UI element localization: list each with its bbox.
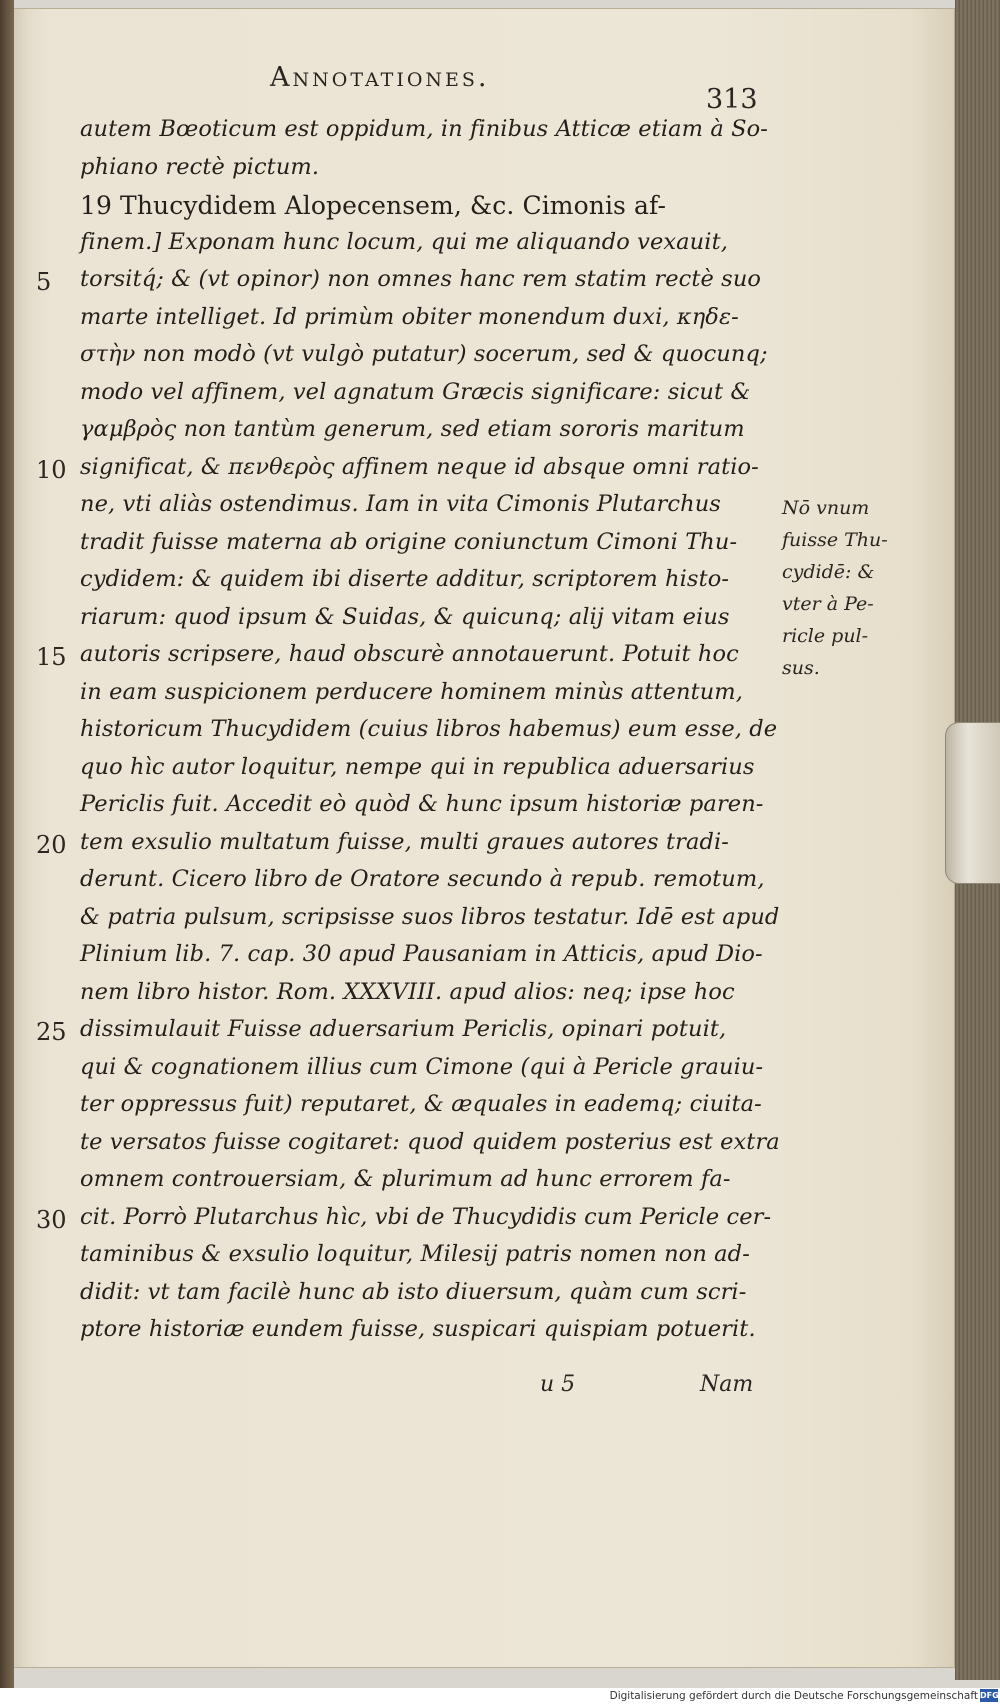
margin-note-line: sus. <box>782 657 820 679</box>
text-line: ter oppressus fuit) reputaret, & æquales in eademq; ciuita- <box>80 1091 762 1117</box>
text-line: autem Bœoticum est oppidum, in finibus Atticæ etiam à So- <box>80 116 768 142</box>
text-line: Periclis fuit. Accedit eò quòd & hunc ipsum historiæ paren- <box>80 791 764 817</box>
book-binding <box>0 0 14 1706</box>
margin-note-line: fuisse Thu- <box>782 529 888 551</box>
line-number: 20 <box>36 830 67 859</box>
footer-credit: Digitalisierung gefördert durch die Deutsche Forschungsgemeinschaft <box>609 1690 978 1702</box>
margin-note-line: vter à Pe- <box>782 593 874 615</box>
signature-mark: u 5 <box>540 1372 576 1397</box>
text-line: ptore historiæ eundem fuisse, suspicari quispiam potuerit. <box>80 1316 756 1342</box>
text-line: ne, vti aliàs ostendimus. Iam in vita Cimonis Plutarchus <box>80 491 721 517</box>
text-line: στὴν non modò (vt vulgò putatur) socerum, sed & quocunq; <box>80 341 768 367</box>
text-line: & patria pulsum, scripsisse suos libros testatur. Idē est apud <box>80 903 780 930</box>
text-line: dissimulauit Fuisse aduersarium Periclis, opinari potuit, <box>80 1016 727 1042</box>
text-line: cydidem: & quidem ibi diserte additur, scriptorem histo- <box>80 566 730 592</box>
text-line: derunt. Cicero libro de Oratore secundo à repub. remotum, <box>80 866 765 892</box>
line-number: 10 <box>36 455 67 484</box>
text-line: torsitq́; & (vt opinor) non omnes hanc rem statim rectè suo <box>80 266 762 292</box>
text-line: tem exsulio multatum fuisse, multi graues autores tradi- <box>80 828 729 855</box>
text-line: 19 Thucydidem Alopecensem, &c. Cimonis af- <box>80 191 667 220</box>
text-line: riarum: quod ipsum & Suidas, & quicunq; alij vitam eius <box>80 603 730 630</box>
line-number: 15 <box>36 643 67 671</box>
margin-note-line: ricle pul- <box>782 625 869 647</box>
text-line: γαμβρὸς non tantùm generum, sed etiam sororis maritum <box>80 416 745 442</box>
text-line: didit: vt tam facilè hunc ab isto diuersum, quàm cum scri- <box>80 1278 747 1305</box>
text-line: finem.] Exponam hunc locum, qui me aliquando vexauit, <box>80 228 728 255</box>
text-line: nem libro histor. Rom. XXXVIII. apud alios: neq; ipse hoc <box>80 978 735 1005</box>
page-number: 313 <box>706 84 758 115</box>
text-line: qui & cognationem illius cum Cimone (qui à Pericle grauiu- <box>80 1053 764 1080</box>
text-line: significat, & πενθερὸς affinem neque id absque omni ratio- <box>80 453 759 480</box>
text-line: cit. Porrò Plutarchus hìc, vbi de Thucydidis cum Pericle cer- <box>80 1203 772 1230</box>
text-line: Plinium lib. 7. cap. 30 apud Pausaniam in Atticis, apud Dio- <box>80 941 763 967</box>
text-line: marte intelliget. Id primùm obiter monendum duxi, κηδε- <box>80 303 739 330</box>
text-line: te versatos fuisse cogitaret: quod quidem posterius est extra <box>80 1128 780 1155</box>
text-line: modo vel affinem, vel agnatum Græcis significare: sicut & <box>80 378 751 405</box>
margin-note-line: cydidē: & <box>782 561 875 583</box>
line-number: 5 <box>36 268 52 296</box>
text-line: tradit fuisse materna ab origine coniunctum Cimoni Thu- <box>80 528 738 555</box>
line-number: 25 <box>36 1018 67 1046</box>
text-line: in eam suspicionem perducere hominem minùs attentum, <box>80 678 743 705</box>
text-line: autoris scripsere, haud obscurè annotauerunt. Potuit hoc <box>80 641 739 667</box>
text-line: historicum Thucydidem (cuius libros habemus) eum esse, de <box>80 716 778 742</box>
running-header: Annotationes. <box>270 62 490 93</box>
dfg-logo-icon: DFG <box>980 1691 999 1700</box>
catchword: Nam <box>700 1372 754 1397</box>
text-line: phiano rectè pictum. <box>80 153 320 180</box>
line-number: 30 <box>36 1205 67 1234</box>
text-line: quo hìc autor loquitur, nempe qui in republica aduersarius <box>80 753 755 780</box>
text-line: taminibus & exsulio loquitur, Milesij patris nomen non ad- <box>80 1241 750 1267</box>
text-line: omnem controuersiam, & plurimum ad hunc errorem fa- <box>80 1166 731 1192</box>
margin-note-line: Nō vnum <box>782 497 870 519</box>
page-clip-marker <box>945 722 1000 884</box>
